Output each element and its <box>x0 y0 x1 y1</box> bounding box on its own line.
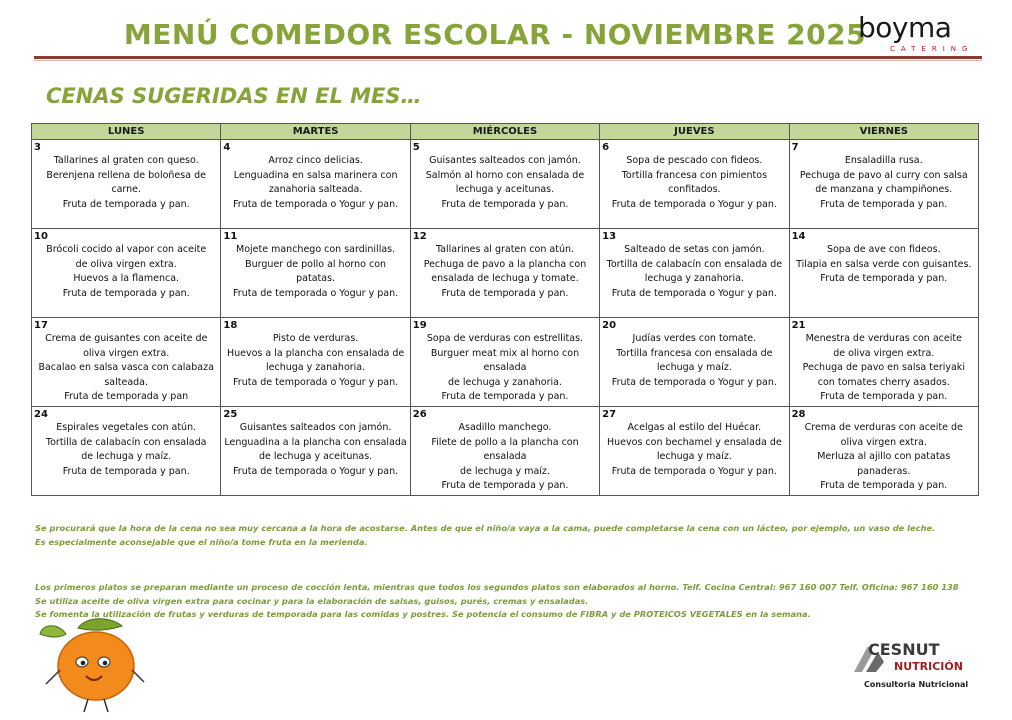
day-number: 11 <box>223 231 238 242</box>
dish-line: salteada. <box>104 376 149 388</box>
dish-line: Fruta de temporada o Yogur y pan. <box>233 376 399 388</box>
dish-line: Fruta de temporada y pan. <box>62 287 190 299</box>
day-header-friday: VIERNES <box>789 124 978 140</box>
mandarin-mascot-icon <box>38 614 148 714</box>
dish-line: Crema de guisantes con aceite de <box>45 333 208 344</box>
cesnut-sub: NUTRICIÓN <box>894 660 963 673</box>
day-number: 3 <box>34 142 41 153</box>
dish-line: Acelgas al estilo del Huécar. <box>627 422 762 433</box>
dish-line: Guisantes salteados con jamón. <box>429 155 581 166</box>
dish-line: Fruta de temporada y pan. <box>820 480 948 492</box>
week-row <box>32 229 979 318</box>
day-cell <box>789 140 978 229</box>
dish-line: Lenguadina a la plancha con ensalada <box>224 436 407 448</box>
dish-line: Fruta de temporada y pan. <box>62 198 190 210</box>
dish-line: de oliva virgen extra. <box>75 258 177 270</box>
info-note-1: Los primeros platos se preparan mediante un proceso de cocción lenta, mientras que todos los segundos platos son elaborados al horno. Telf. Cocina Central: 967 160 007 Telf. Oficina: 967 160 138 <box>35 582 959 592</box>
dish-line: Sopa de pescado con fideos. <box>626 155 763 166</box>
dish-line: Berenjena rellena de boloñesa de <box>46 169 206 181</box>
dish-line: Merluza al ajillo con patatas <box>817 451 951 463</box>
dish-line: Crema de verduras con aceite de <box>804 422 963 433</box>
day-number: 13 <box>602 231 617 242</box>
boyma-logo-text: boyma <box>858 11 952 44</box>
day-cell <box>32 229 221 318</box>
dish-line: Sopa de ave con fideos. <box>826 244 941 255</box>
dish-line: Fruta de temporada y pan. <box>441 198 569 210</box>
day-header-row <box>32 124 979 140</box>
dish-line: Asadillo manchego. <box>458 422 552 433</box>
day-header-wednesday: MIÉRCOLES <box>410 124 599 140</box>
day-number: 4 <box>223 142 231 153</box>
dish-line: Fruta de temporada y pan. <box>441 391 569 403</box>
day-number: 25 <box>223 409 238 420</box>
dish-line: Huevos con bechamel y ensalada de <box>607 436 782 448</box>
dish-line: Tortilla francesa con pimientos <box>621 169 768 181</box>
day-number: 24 <box>34 409 48 420</box>
day-cell <box>221 407 410 496</box>
dish-line: de lechuga y zanahoria. <box>447 376 562 388</box>
dish-line: Tallarines al graten con queso. <box>53 155 199 166</box>
title-rule <box>34 56 982 59</box>
dish-line: Judías verdes con tomate. <box>632 333 757 344</box>
dish-line: de lechuga y maíz. <box>81 451 172 463</box>
dish-line: Fruta de temporada y pan. <box>820 198 948 210</box>
dish-line: Tortilla de calabacín con ensalada de <box>606 258 783 270</box>
day-cell <box>410 407 599 496</box>
dish-line: oliva virgen extra. <box>83 347 170 359</box>
dish-line: Salteado de setas con jamón. <box>624 244 765 255</box>
dish-line: Tallarines al graten con atún. <box>435 244 575 255</box>
dish-line: Fruta de temporada y pan. <box>441 480 569 492</box>
dish-line: Espirales vegetales con atún. <box>56 422 197 433</box>
dish-line: lechuga y zanahoria. <box>644 273 744 285</box>
dish-line: Huevos a la plancha con ensalada de <box>226 347 405 359</box>
dish-line: Pisto de verduras. <box>272 333 359 344</box>
day-cell <box>789 407 978 496</box>
day-number: 18 <box>223 320 238 331</box>
section-subtitle: CENAS SUGERIDAS EN EL MES… <box>46 84 422 108</box>
dish-line: lechuga y aceitunas. <box>455 184 555 196</box>
day-cell <box>410 140 599 229</box>
dish-line: Fruta de temporada o Yogur y pan. <box>233 287 399 299</box>
dish-line: Fruta de temporada y pan. <box>820 273 948 285</box>
dish-line: Salmón al horno con ensalada de <box>425 169 585 181</box>
day-number: 5 <box>412 142 420 153</box>
day-number: 17 <box>34 320 48 331</box>
dish-line: Fruta de temporada o Yogur y pan. <box>611 465 777 477</box>
dish-line: Tortilla de calabacín con ensalada <box>45 436 207 448</box>
dish-line: Guisantes salteados con jamón. <box>239 422 392 433</box>
week-row <box>32 318 979 407</box>
dish-line: Menestra de verduras con aceite <box>805 333 962 344</box>
dish-line: Tortilla francesa con ensalada de <box>616 347 773 359</box>
title-rule-shadow <box>34 60 982 61</box>
day-header-thursday: JUEVES <box>600 124 789 140</box>
dish-line: patatas. <box>296 273 336 285</box>
day-number: 20 <box>602 320 617 331</box>
dish-line: Huevos a la flamenca. <box>73 273 180 285</box>
menu-body <box>32 140 979 496</box>
info-note-3: Se fomenta la utilización de frutas y verduras de temporada para las comidas y postres. Se potencia el consumo de FIBRA y de PROTEICOS VEGETALES en la semana. <box>35 609 811 619</box>
dish-line: lechuga y zanahoria. <box>266 362 366 374</box>
day-cell <box>600 318 789 407</box>
day-number: 10 <box>34 231 48 242</box>
day-number: 12 <box>412 231 427 242</box>
dish-line: de manzana y champiñones. <box>815 184 953 196</box>
menu-calendar <box>31 123 979 496</box>
day-cell <box>221 140 410 229</box>
day-cell <box>789 229 978 318</box>
day-cell <box>221 318 410 407</box>
dish-line: Burguer meat mix al horno con ensalada <box>430 347 580 374</box>
dish-line: Fruta de temporada o Yogur y pan. <box>611 287 777 299</box>
day-cell <box>32 318 221 407</box>
dish-line: Fruta de temporada o Yogur y pan. <box>611 198 777 210</box>
dish-line: Fruta de temporada y pan. <box>62 465 190 477</box>
day-cell <box>410 318 599 407</box>
week-row <box>32 407 979 496</box>
day-cell <box>600 229 789 318</box>
dish-line: Fruta de temporada o Yogur y pan. <box>233 198 399 210</box>
dish-line: ensalada de lechuga y tomate. <box>431 273 579 285</box>
dish-line: de lechuga y aceitunas. <box>258 451 373 463</box>
dish-line: Lenguadina en salsa marinera con <box>233 169 398 181</box>
day-number: 6 <box>602 142 610 153</box>
day-header-tuesday: MARTES <box>221 124 410 140</box>
day-number: 21 <box>791 320 806 331</box>
dish-line: con tomates cherry asados. <box>817 376 950 388</box>
dish-line: confitados. <box>668 184 721 196</box>
dish-line: lechuga y maíz. <box>656 451 732 463</box>
day-number: 14 <box>791 231 806 242</box>
day-header-monday: LUNES <box>32 124 221 140</box>
dish-line: Brócoli cocido al vapor con aceite <box>46 244 207 255</box>
boyma-logo <box>858 11 978 54</box>
dish-line: Bacalao en salsa vasca con calabaza <box>38 362 214 374</box>
day-cell <box>32 407 221 496</box>
day-number: 28 <box>791 409 806 420</box>
day-number: 26 <box>412 409 427 420</box>
dish-line: oliva virgen extra. <box>840 436 927 448</box>
dish-line: Ensaladilla rusa. <box>844 155 923 166</box>
day-cell <box>600 140 789 229</box>
dish-line: Fruta de temporada o Yogur y pan. <box>611 376 777 388</box>
day-number: 19 <box>412 320 427 331</box>
day-number: 27 <box>602 409 617 420</box>
cesnut-name: CESNUT <box>868 640 940 659</box>
dish-line: Fruta de temporada y pan <box>64 391 189 403</box>
dish-line: Tilapia en salsa verde con guisantes. <box>796 258 972 270</box>
day-cell <box>600 407 789 496</box>
dish-line: Burguer de pollo al horno con <box>245 258 387 270</box>
info-note-2: Se utiliza aceite de oliva virgen extra para cocinar y para la elaboración de salsas, guisos, purés, cremas y ensaladas. <box>35 596 589 606</box>
dish-line: de oliva virgen extra. <box>833 347 935 359</box>
day-cell <box>32 140 221 229</box>
dinner-note-2: Es especialmente aconsejable que el niño/a tome fruta en la merienda. <box>35 537 368 547</box>
dish-line: Fruta de temporada y pan. <box>820 391 948 403</box>
dish-line: Filete de pollo a la plancha con ensalada <box>431 436 579 463</box>
dish-line: panaderas. <box>857 465 911 477</box>
cesnut-logo <box>852 640 969 695</box>
dish-line: Pechuga de pavo a la plancha con <box>423 258 587 270</box>
week-row <box>32 140 979 229</box>
day-cell <box>410 229 599 318</box>
dish-line: Sopa de verduras con estrellitas. <box>426 333 584 344</box>
day-cell <box>789 318 978 407</box>
dish-line: Pechuga de pavo en salsa teriyaki <box>802 362 965 374</box>
cesnut-tagline: Consultoria Nutricional <box>864 680 969 689</box>
day-number: 7 <box>791 142 799 153</box>
dish-line: Pechuga de pavo al curry con salsa <box>799 169 968 181</box>
boyma-logo-sub: CATERING <box>890 45 974 53</box>
dish-line: de lechuga y maíz. <box>460 465 550 477</box>
dish-line: carne. <box>111 184 142 196</box>
page-title: MENÚ COMEDOR ESCOLAR - NOVIEMBRE 2025 <box>123 18 867 51</box>
dish-line: Arroz cinco delicias. <box>268 155 363 166</box>
day-cell <box>221 229 410 318</box>
dinner-note-1: Se procurará que la hora de la cena no sea muy cercana a la hora de acostarse. Antes de que el niño/a vaya a la cama, puede completarse la cena con un lácteo, por ejemplo, un vaso de leche. <box>35 523 936 533</box>
dish-line: Mojete manchego con sardinillas. <box>236 244 396 255</box>
dish-line: Fruta de temporada y pan. <box>441 287 569 299</box>
dish-line: zanahoria salteada. <box>268 184 363 196</box>
dish-line: lechuga y maíz. <box>656 362 732 374</box>
dish-line: Fruta de temporada o Yogur y pan. <box>233 465 399 477</box>
